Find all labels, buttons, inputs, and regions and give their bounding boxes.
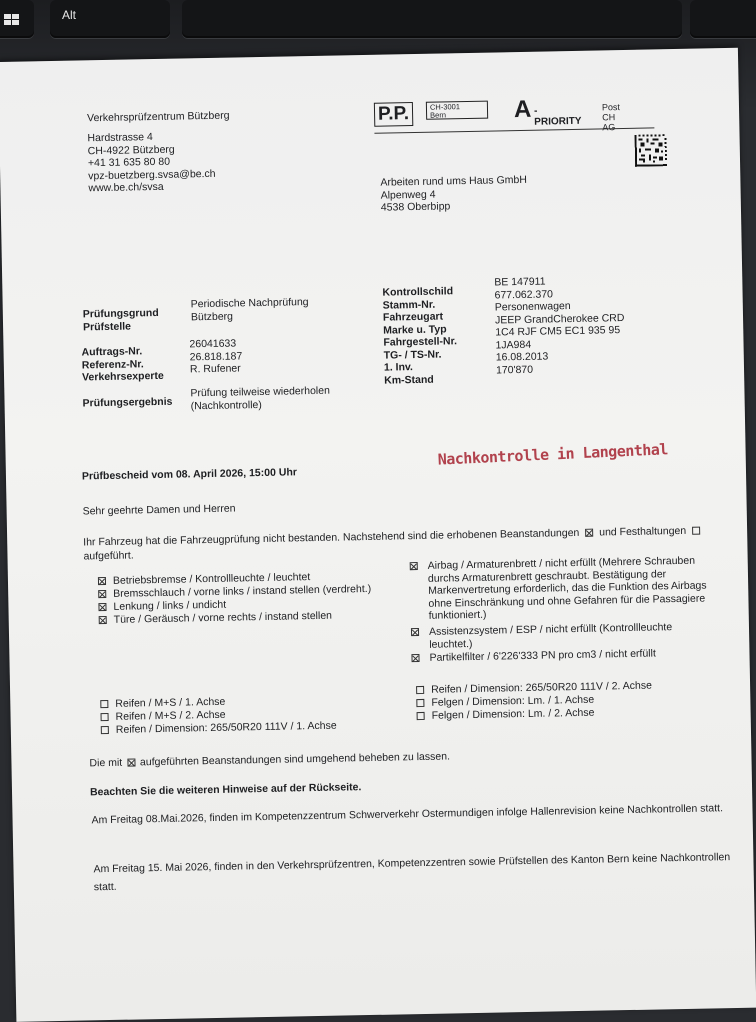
pp-zip: CH-3001 xyxy=(429,102,461,112)
value-kontrollschild: BE 147911 xyxy=(494,275,546,289)
unchecked-box-icon xyxy=(692,527,700,535)
defect-text: Lenkung / links / undicht xyxy=(113,598,227,613)
defect-text: Partikelfilter / 6'226'333 PN pro cm3 / nicht erfüllt xyxy=(429,647,656,664)
label-verkehrsexperte: Verkehrsexperte xyxy=(81,369,164,384)
label-kontrollschild: Kontrollschild xyxy=(382,285,454,299)
letter-page xyxy=(0,48,756,1022)
label-fahrgestell-nr: Fahrgestell-Nr. xyxy=(383,335,458,349)
value-tg-ts-nr: 1JA984 xyxy=(495,338,532,351)
windows-key xyxy=(0,0,34,38)
sender-phone: +41 31 635 80 80 xyxy=(87,155,171,170)
note-text: Reifen / M+S / 2. Achse xyxy=(115,708,226,723)
windows-logo-icon xyxy=(4,14,20,26)
pp-code-box xyxy=(426,101,488,120)
checked-box-icon xyxy=(98,590,106,598)
alt-key-label: Alt xyxy=(62,8,77,22)
value-referenz-nr: 26.818.187 xyxy=(189,349,243,363)
defect-text: Türe / Geräusch / vorne rechts / instand stellen xyxy=(113,609,333,626)
value-pruefstelle: Bützberg xyxy=(190,310,234,323)
salutation: Sehr geehrte Damen und Herren xyxy=(82,502,236,518)
defect-item xyxy=(410,554,729,623)
notice-paragraph-2: Am Freitag 15. Mai 2026, finden in den Verkehrsprüfzentren, Kompetenzzentren sowie Prüfstellen des Kanton Bern keine Nachkontrollen statt. xyxy=(93,851,731,894)
value-1-inv: 16.08.2013 xyxy=(495,350,549,364)
note-text: Felgen / Dimension: Lm. / 1. Achse xyxy=(431,693,595,709)
sender-email: vpz-buetzberg.svsa@be.ch xyxy=(88,167,216,182)
label-1-inv: 1. Inv. xyxy=(383,361,414,374)
fix-text-a: Die mit xyxy=(89,756,123,770)
checked-box-icon xyxy=(98,577,106,585)
sender-address xyxy=(87,130,216,195)
checked-box-icon xyxy=(585,529,593,537)
value-fahrgestell-nr: 1C4 RJF CM5 EC1 935 95 xyxy=(495,324,621,339)
vehicle-values xyxy=(494,274,625,376)
datamatrix-code-icon xyxy=(635,134,668,167)
fix-sentence xyxy=(89,750,450,769)
intro-text-b: und Festhaltungen xyxy=(599,524,687,539)
nachkontrolle-stamp: Nachkontrolle in Langenthal xyxy=(437,440,669,469)
sender-city: CH-4922 Bützberg xyxy=(87,143,175,157)
label-auftrags-nr: Auftrags-Nr. xyxy=(81,345,143,359)
pp-city: Bern xyxy=(430,110,447,120)
defect-text: Airbag / Armaturenbrett / nicht erfüllt (Mehrere Schrauben durchs Armaturenbrett geschraubt. Bestätigung der Markenvertretung erforderlich, das die Funktion des Airbags ohne Einschränkung und ohne Gefahren für die Passagiere funktioniert.) xyxy=(427,554,707,622)
checked-box-icon xyxy=(99,616,107,624)
sender-street: Hardstrasse 4 xyxy=(87,131,153,145)
checked-box-icon xyxy=(410,562,418,570)
label-pruefungsergebnis: Prüfungsergebnis xyxy=(82,395,173,410)
value-verkehrsexperte: R. Rufener xyxy=(189,362,241,376)
pp-mark: P.P. xyxy=(374,102,413,127)
unchecked-box-icon xyxy=(417,712,425,720)
right-key xyxy=(690,0,756,38)
note-text: Reifen / M+S / 1. Achse xyxy=(115,695,226,710)
unchecked-box-icon xyxy=(101,713,109,721)
a-priority-letter: A xyxy=(513,95,532,124)
label-referenz-nr: Referenz-Nr. xyxy=(81,357,144,371)
label-pruefstelle: Prüfstelle xyxy=(82,319,132,333)
fix-text-b: aufgeführten Beanstandungen sind umgehend beheben zu lassen. xyxy=(139,750,451,769)
note-text: Felgen / Dimension: Lm. / 2. Achse xyxy=(431,706,595,722)
value-pruefungsgrund: Periodische Nachprüfung xyxy=(190,296,309,311)
recipient-name: Arbeiten rund ums Haus GmbH xyxy=(380,173,527,189)
post-ag-label: Post CH AG xyxy=(601,102,621,133)
space-key xyxy=(182,0,682,38)
inspection-values xyxy=(191,296,309,323)
unchecked-box-icon xyxy=(101,726,109,734)
result-line-1: Prüfung teilweise wiederholen xyxy=(190,384,330,400)
value-pruefungsergebnis xyxy=(190,385,330,413)
intro-text-a: Ihr Fahrzeug hat die Fahrzeugprüfung nicht bestanden. Nachstehend sind die erhobenen Beanstandungen xyxy=(83,526,580,549)
label-pruefungsgrund: Prüfungsgrund xyxy=(82,306,159,321)
backside-hint: Beachten Sie die weiteren Hinweise auf der Rückseite. xyxy=(89,781,362,799)
label-tg-ts-nr: TG- / TS-Nr. xyxy=(383,348,442,362)
order-labels xyxy=(81,345,163,384)
order-values xyxy=(189,337,242,376)
a-priority-label: -PRIORITY xyxy=(533,105,582,128)
decision-heading: Prüfbescheid vom 08. April 2026, 15:00 Uhr xyxy=(81,466,298,483)
checked-box-icon xyxy=(411,654,419,662)
checked-box-icon xyxy=(411,628,419,636)
result-line-2: (Nachkontrolle) xyxy=(190,398,262,412)
label-fahrzeugart: Fahrzeugart xyxy=(382,310,444,324)
value-stamm-nr: 677.062.370 xyxy=(494,287,554,302)
label-km-stand: Km-Stand xyxy=(384,373,434,387)
checked-box-icon xyxy=(127,758,135,766)
value-fahrzeugart: Personenwagen xyxy=(494,300,571,314)
inspection-labels xyxy=(83,307,159,333)
notice-paragraph-1: Am Freitag 08.Mai.2026, finden im Kompetenzzentrum Schwerverkehr Ostermundigen infolge Hallenrevision keine Nachkontrollen statt. xyxy=(91,802,724,827)
value-auftrags-nr: 26041633 xyxy=(189,337,237,351)
note-item xyxy=(417,707,595,723)
defect-text: Bremsschlauch / vorne links / instand stellen (verdreht.) xyxy=(113,582,372,600)
vehicle-labels xyxy=(382,285,457,386)
note-text: Reifen / Dimension: 265/50R20 111V / 2. Achse xyxy=(431,679,653,696)
recipient-street: Alpenweg 4 xyxy=(380,188,436,202)
label-stamm-nr: Stamm-Nr. xyxy=(382,298,436,312)
value-marke-typ: JEEP GrandCherokee CRD xyxy=(494,311,625,327)
value-km-stand: 170'870 xyxy=(495,363,534,376)
sender-name: Verkehrsprüfzentrum Bützberg xyxy=(86,109,230,125)
unchecked-box-icon xyxy=(416,686,424,694)
unchecked-box-icon xyxy=(416,699,424,707)
recipient-address xyxy=(380,174,527,214)
recipient-city: 4538 Oberbipp xyxy=(380,200,451,214)
defect-text: Betriebsbremse / Kontrollleuchte / leuchtet xyxy=(112,571,311,587)
alt-key xyxy=(50,0,170,38)
defect-text: Assistenzsystem / ESP / nicht erfüllt (Kontrollleuchte leuchtet.) xyxy=(428,621,673,651)
unchecked-box-icon xyxy=(100,700,108,708)
note-text: Reifen / Dimension: 265/50R20 111V / 1. Achse xyxy=(115,719,337,736)
intro-sentence xyxy=(83,525,700,549)
checked-box-icon xyxy=(98,603,106,611)
label-marke-typ: Marke u. Typ xyxy=(383,322,447,337)
sender-web: www.be.ch/svsa xyxy=(88,180,164,195)
intro-text-c: aufgeführt. xyxy=(83,549,134,563)
